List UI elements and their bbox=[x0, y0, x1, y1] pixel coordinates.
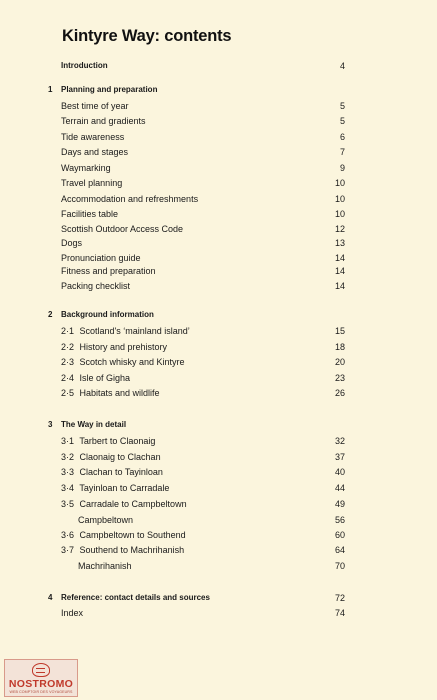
toc-entry[interactable] bbox=[0, 371, 437, 385]
toc-entry[interactable] bbox=[0, 176, 437, 190]
toc-entry-label: Tide awareness bbox=[61, 132, 125, 142]
toc-entry[interactable] bbox=[0, 236, 437, 250]
nostromo-logo bbox=[4, 659, 78, 697]
toc-section-number: 2·2 bbox=[61, 342, 75, 352]
toc-page-number: 14 bbox=[334, 281, 345, 291]
toc-entry-label: Habitats and wildlife bbox=[79, 388, 160, 398]
toc-page-number: 14 bbox=[334, 266, 345, 276]
toc-entry-label: Days and stages bbox=[61, 147, 129, 157]
toc-entry-label: Index bbox=[61, 608, 84, 618]
toc-page-number: 14 bbox=[334, 253, 345, 263]
toc-entry[interactable] bbox=[0, 559, 437, 573]
toc-page-number: 12 bbox=[334, 224, 345, 234]
toc-entry-label: Tayinloan to Carradale bbox=[79, 483, 170, 493]
toc-section-heading[interactable] bbox=[0, 308, 437, 322]
section-number: 2 bbox=[48, 310, 53, 319]
toc-entry-label: Facilities table bbox=[61, 209, 119, 219]
toc-page-number: 23 bbox=[334, 373, 345, 383]
toc-section-heading[interactable] bbox=[0, 418, 437, 432]
toc-entry-label: Packing checklist bbox=[61, 281, 131, 291]
section-title: The Way in detail bbox=[61, 420, 127, 429]
toc-entry-label: History and prehistory bbox=[79, 342, 168, 352]
toc-section-heading[interactable] bbox=[0, 83, 437, 97]
logo-brand: NOSTROMO bbox=[8, 678, 74, 690]
toc-entry[interactable] bbox=[0, 207, 437, 221]
page-title: Kintyre Way: contents bbox=[62, 27, 232, 45]
toc-page-number: 56 bbox=[334, 515, 345, 525]
toc-page-number: 20 bbox=[334, 357, 345, 367]
toc-intro-label: Introduction bbox=[61, 61, 108, 70]
toc-page-number: 4 bbox=[339, 61, 345, 71]
toc-entry[interactable] bbox=[0, 355, 437, 369]
toc-section-number: 2·5 bbox=[61, 388, 75, 398]
toc-page-number: 5 bbox=[339, 116, 345, 126]
toc-page-number: 44 bbox=[334, 483, 345, 493]
toc-entry-label: Scottish Outdoor Access Code bbox=[61, 224, 184, 234]
toc-entry-label: Machrihanish bbox=[78, 561, 132, 571]
toc-entry-label: Carradale to Campbeltown bbox=[79, 499, 187, 509]
toc-entry-label: Travel planning bbox=[61, 178, 123, 188]
toc-entry-label: Best time of year bbox=[61, 101, 129, 111]
toc-page-number: 7 bbox=[339, 147, 345, 157]
toc-page-number: 70 bbox=[334, 561, 345, 571]
toc-page-number: 10 bbox=[334, 178, 345, 188]
toc-entry-label: Campbeltown bbox=[78, 515, 134, 525]
toc-entry[interactable] bbox=[0, 513, 437, 527]
section-title: Reference: contact details and sources bbox=[61, 593, 210, 602]
toc-page-number: 32 bbox=[334, 436, 345, 446]
toc-entry[interactable] bbox=[0, 145, 437, 159]
toc-page-number: 40 bbox=[334, 467, 345, 477]
toc-entry[interactable] bbox=[0, 606, 437, 620]
toc-entry-label: Isle of Gigha bbox=[79, 373, 131, 383]
toc-entry[interactable] bbox=[0, 99, 437, 113]
toc-entry-label: Terrain and gradients bbox=[61, 116, 146, 126]
toc-page-number: 13 bbox=[334, 238, 345, 248]
section-number: 4 bbox=[48, 593, 53, 602]
toc-entry-label: Southend to Machrihanish bbox=[79, 545, 185, 555]
toc-section-number: 3·6 bbox=[61, 530, 75, 540]
toc-page-number: 74 bbox=[334, 608, 345, 618]
toc-page-number: 37 bbox=[334, 452, 345, 462]
toc-entry-label: Scotch whisky and Kintyre bbox=[79, 357, 185, 367]
toc-entry[interactable] bbox=[0, 434, 437, 448]
toc-entry-label: Accommodation and refreshments bbox=[61, 194, 199, 204]
toc-section-number: 3·3 bbox=[61, 467, 75, 477]
toc-page-number: 72 bbox=[334, 593, 345, 603]
toc-section-number: 2·3 bbox=[61, 357, 75, 367]
toc-section-number: 2·1 bbox=[61, 326, 75, 336]
toc-entry[interactable] bbox=[0, 222, 437, 236]
toc-section-number: 2·4 bbox=[61, 373, 75, 383]
toc-entry[interactable] bbox=[0, 324, 437, 338]
toc-entry-label: Fitness and preparation bbox=[61, 266, 156, 276]
toc-page-number: 10 bbox=[334, 209, 345, 219]
toc-entry-label: Clachan to Tayinloan bbox=[79, 467, 163, 477]
toc-entry[interactable] bbox=[0, 465, 437, 479]
globe-icon bbox=[32, 663, 50, 677]
toc-entry[interactable] bbox=[0, 528, 437, 542]
toc-entry[interactable] bbox=[0, 161, 437, 175]
toc-section-number: 3·4 bbox=[61, 483, 75, 493]
toc-entry-label: Pronunciation guide bbox=[61, 253, 141, 263]
section-title: Planning and preparation bbox=[61, 85, 158, 94]
toc-section-number: 3·7 bbox=[61, 545, 75, 555]
toc-entry[interactable] bbox=[0, 114, 437, 128]
section-number: 3 bbox=[48, 420, 53, 429]
toc-entry-label: Tarbert to Claonaig bbox=[79, 436, 156, 446]
toc-page-number: 60 bbox=[334, 530, 345, 540]
toc-section-heading[interactable] bbox=[0, 591, 437, 605]
logo-tagline: WEB COMPTOIR DES VOYAGEURS bbox=[9, 690, 73, 694]
toc-entry-label: Claonaig to Clachan bbox=[79, 452, 161, 462]
toc-entry[interactable] bbox=[0, 192, 437, 206]
toc-entry[interactable] bbox=[0, 481, 437, 495]
toc-page-number: 10 bbox=[334, 194, 345, 204]
toc-entry[interactable] bbox=[0, 386, 437, 400]
toc-entry-label: Waymarking bbox=[61, 163, 111, 173]
toc-entry[interactable] bbox=[0, 543, 437, 557]
section-title: Background information bbox=[61, 310, 154, 319]
toc-intro-row[interactable] bbox=[0, 59, 437, 73]
toc-entry[interactable] bbox=[0, 264, 437, 278]
toc-entry[interactable] bbox=[0, 497, 437, 511]
toc-entry[interactable] bbox=[0, 340, 437, 354]
toc-entry[interactable] bbox=[0, 450, 437, 464]
toc-section-number: 3·2 bbox=[61, 452, 75, 462]
toc-entry[interactable] bbox=[0, 251, 437, 265]
toc-page-number: 6 bbox=[339, 132, 345, 142]
toc-entry-label: Campbeltown to Southend bbox=[79, 530, 186, 540]
section-number: 1 bbox=[48, 85, 53, 94]
toc-entry[interactable] bbox=[0, 130, 437, 144]
toc-page-number: 18 bbox=[334, 342, 345, 352]
toc-entry-label: Scotland's ‘mainland island’ bbox=[79, 326, 190, 336]
toc-page-number: 26 bbox=[334, 388, 345, 398]
toc-section-number: 3·5 bbox=[61, 499, 75, 509]
toc-page-number: 49 bbox=[334, 499, 345, 509]
toc-page-number: 64 bbox=[334, 545, 345, 555]
toc-page-number: 5 bbox=[339, 101, 345, 111]
toc-page-number: 9 bbox=[339, 163, 345, 173]
toc-page-number: 15 bbox=[334, 326, 345, 336]
toc-entry-label: Dogs bbox=[61, 238, 83, 248]
toc-entry[interactable] bbox=[0, 279, 437, 293]
toc-section-number: 3·1 bbox=[61, 436, 75, 446]
